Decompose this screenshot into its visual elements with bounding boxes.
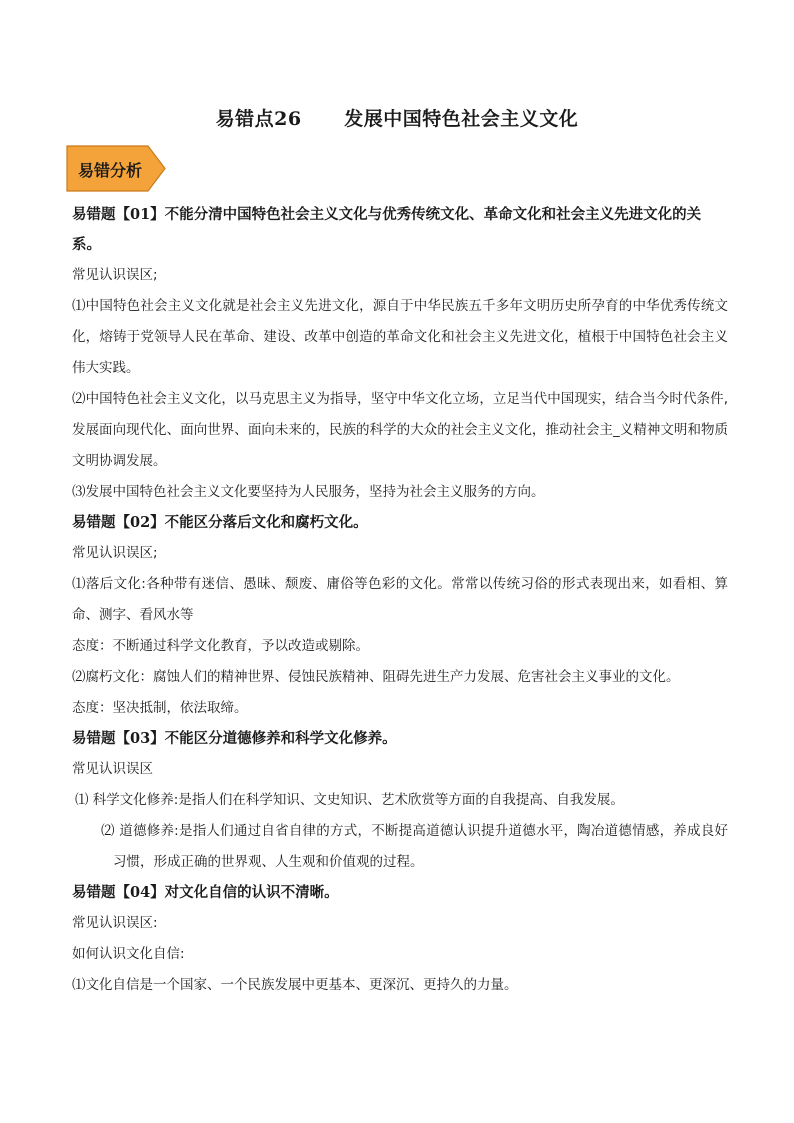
attitude-text: 态度：不断通过科学文化教育，予以改造或剔除。 [72,638,369,654]
misconception-label: 常见认识误区; [72,545,158,561]
point-text: ⑵ 道德修养:是指人们通过自省自律的方式，不断提高道德认识提升道德水平，陶冶道德情感，养成良好习惯，形成正确的世界观、人生观和价值观的过程。 [101,823,728,870]
error-item-01 [72,200,728,508]
subheading-text: 如何认识文化自信: [72,946,185,962]
error-item-heading: 易错题【02】不能区分落后文化和腐朽文化。 [72,514,368,531]
point-text: ⑴落后文化:各种带有迷信、愚昧、颓废、庸俗等色彩的文化。常常以传统习俗的形式表现出来，如看相、算命、测字、看风水等 [72,576,728,623]
point-text: ⑶发展中国特色社会主义文化要坚持为人民服务，坚持为社会主义服务的方向。 [72,484,545,500]
error-item-heading: 易错题【01】不能分清中国特色社会主义文化与优秀传统文化、革命文化和社会主义先进文化的关系。 [72,206,702,253]
error-item-heading: 易错题【04】对文化自信的认识不清晰。 [72,884,339,901]
content-body [72,200,728,1001]
section-badge-label: 易错分析 [78,161,143,180]
error-item-04 [72,878,728,1001]
point-text: ⑴文化自信是一个国家、一个民族发展中更基本、更深沉、更持久的力量。 [72,977,518,993]
point-text: ⑴中国特色社会主义文化就是社会主义先进文化，源自于中华民族五千多年文明历史所孕育的中华优秀传统文化，熔铸于党领导人民在革命、建设、改革中创造的革命文化和社会主义先进文化，植根于中国特色社会主义伟大实践。 [72,298,728,376]
error-item-02 [72,508,728,724]
error-item-03 [72,724,728,878]
misconception-label: 常见认识误区 [72,761,153,777]
point-text: ⑴ 科学文化修养:是指人们在科学知识、文史知识、艺术欣赏等方面的自我提高、自我发展。 [75,792,624,808]
attitude-text: 态度：坚决抵制，依法取缔。 [72,700,248,716]
point-text: ⑵腐朽文化：腐蚀人们的精神世界、侵蚀民族精神、阻碍先进生产力发展、危害社会主义事业的文化。 [72,669,680,685]
misconception-label: 常见认识误区; [72,267,158,283]
section-badge [66,145,166,192]
point-text: ⑵中国特色社会主义文化，以马克思主义为指导，坚守中华文化立场，立足当代中国现实，结合当今时代条件,发展面向现代化、面向世界、面向未来的，民族的科学的大众的社会主义文化，推动社会主_义精神文明和物质文明协调发展。 [72,391,728,469]
error-item-heading: 易错题【03】不能区分道德修养和科学文化修养。 [72,730,397,747]
page-title: 易错点26 发展中国特色社会主义文化 [215,108,579,130]
misconception-label: 常见认识误区: [72,915,158,931]
